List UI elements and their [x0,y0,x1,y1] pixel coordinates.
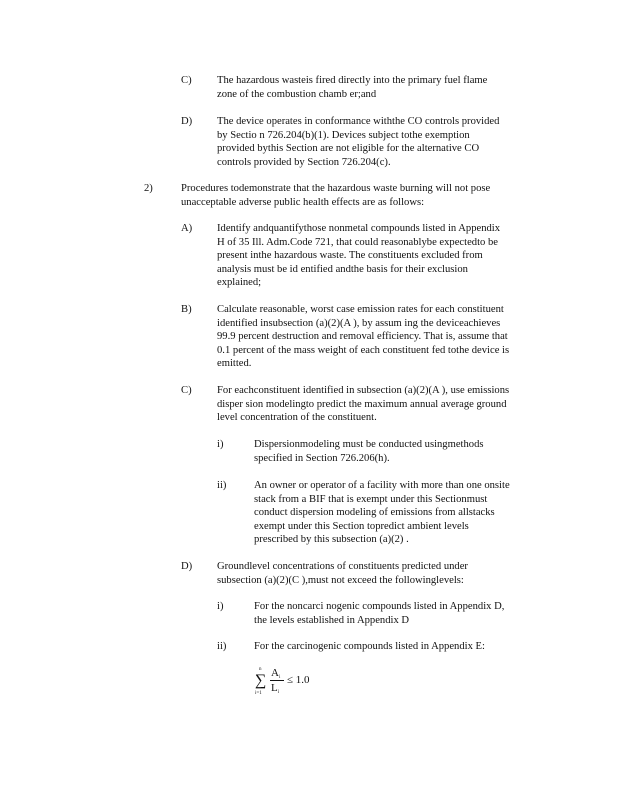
item-label-c-ii: ii) [217,480,227,491]
text-line: analysis must be id entified andthe basis for their exclusion [217,263,468,275]
text-line: level concentration of the constituent. [217,412,377,424]
text-line: identified insubsection (a)(2)(A ), by assum ing the deviceachieves [217,317,501,329]
item-label-b: B) [181,304,192,315]
text-line: conduct dispersion modeling of emissions from allstacks [254,507,495,519]
text-line: For the noncarci nogenic compounds listed in Appendix D, [254,601,505,612]
text-line: by Sectio n 726.204(b)(1). Devices subject tothe exemption [217,129,470,141]
formula-relation: ≤ 1.0 [287,674,310,686]
text-line: unacceptable adverse public health effects are as follows: [181,196,425,208]
item-text-2 [181,182,490,209]
denominator-subscript: i [277,690,280,695]
text-line: emitted. [217,358,252,370]
text-line: exempt under this Section topredict ambient levels [254,520,469,532]
text-line: Dispersionmodeling must be conducted usingmethods [254,439,484,450]
item-text-b [217,303,509,371]
item-text-c-top [217,74,487,101]
formula-upper-limit: n [259,667,262,672]
item-text-c-ii [254,479,510,547]
item-label-c: C) [181,385,192,396]
text-line: controls provided by Section 726.204(c). [217,156,391,168]
text-line: For the carcinogenic compounds listed in Appendix E: [254,641,485,652]
formula-lower-limit: i=1 [255,691,262,696]
item-label-2: 2) [144,183,153,194]
text-line: subsection (a)(2)(C ),must not exceed the followinglevels: [217,574,464,586]
text-line: 99.9 percent destruction and removal efficiency. That is, assume that [217,331,508,343]
text-line: explained; [217,277,262,289]
item-text-d-i [254,600,504,627]
item-label-d-ii: ii) [217,641,227,652]
item-label-c-top: C) [181,75,192,86]
summation-formula [255,667,335,701]
item-label-d-top: D) [181,116,193,127]
text-line: An owner or operator of a facility with more than one onsite [254,480,510,491]
text-line: specified in Section 726.206(h). [254,452,390,464]
item-label-c-i: i) [217,439,224,450]
item-label-a: A) [181,223,193,234]
item-text-c [217,384,509,425]
text-line: For eachconstituent identified in subsection (a)(2)(A ), use emissions [217,385,510,396]
text-line: present inthe hazardous waste. The constituents excluded from [217,250,483,262]
item-label-d: D) [181,561,193,572]
text-line: Procedures todemonstrate that the hazardous waste burning will not pose [181,183,491,194]
text-line: the levels established in Appendix D [254,614,410,626]
text-line: The hazardous wasteis fired directly into the primary fuel flame [217,75,488,86]
item-text-d [217,560,468,587]
summation-sign: ∑ [255,672,267,689]
text-line: zone of the combustion chamb er;and [217,88,377,100]
text-line: Calculate reasonable, worst case emission rates for each constituent [217,304,504,315]
text-line: prescribed by this subsection (a)(2) . [254,534,409,546]
text-line: Groundlevel concentrations of constituents predicted under [217,561,468,572]
text-line: Identify andquantifythose nonmetal compounds listed in Appendix [217,223,501,234]
fraction-bar [270,680,284,681]
text-line: The device operates in conformance withthe CO controls provided [217,116,500,127]
item-text-d-top [217,115,499,169]
text-line: provided bythis Section are not eligible for the alternative CO [217,143,480,155]
numerator-symbol: A [271,667,279,679]
item-text-c-i [254,438,484,465]
item-text-d-ii [254,640,485,654]
formula-denominator [271,682,279,699]
text-line: 0.1 percent of the mass weight of each constituent fed tothe device is [217,344,510,356]
text-line: disper sion modelingto predict the maximum annual average ground [217,398,507,410]
denominator-symbol: L [271,682,278,694]
text-line: H of 35 Ill. Adm.Code 721, that could reasonablybe expectedto be [217,236,498,248]
numerator-subscript: i [278,675,281,680]
text-line: stack from a BIF that is exempt under this Sectionmust [254,493,488,505]
item-label-d-i: i) [217,601,224,612]
item-text-a [217,222,500,290]
